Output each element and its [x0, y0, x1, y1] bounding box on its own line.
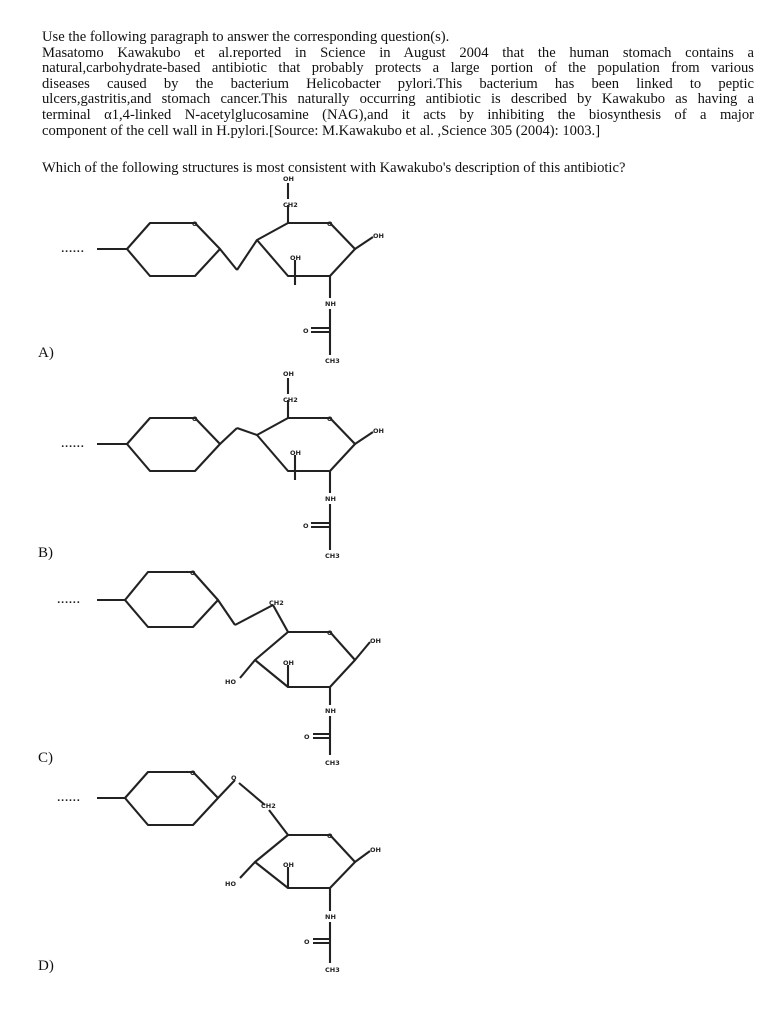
ring-o-label: O [192, 220, 198, 228]
o-label: O [303, 327, 309, 335]
oh-label: OH [283, 370, 294, 378]
ring-o-label: O [192, 415, 198, 423]
nh-label: NH [325, 300, 336, 308]
ho-label: HO [225, 678, 236, 686]
chain-dots: ...... [61, 440, 85, 450]
ring-o-label: O [327, 220, 333, 228]
oh-label: OH [373, 232, 384, 240]
oh-label: OH [283, 175, 294, 183]
structure-a [55, 175, 395, 365]
ch2-label: CH2 [283, 201, 298, 209]
ho-label: HO [225, 880, 236, 888]
option-c-label[interactable]: C) [38, 750, 53, 766]
ring-o-label: O [327, 415, 333, 423]
paragraph-line: natural,carbohydrate-based antibiotic that probably protects a large portion of the population from various [42, 60, 754, 77]
option-d-label[interactable]: D) [38, 958, 54, 974]
paragraph-line: component of the cell wall in H.pylori.[Source: M.Kawakubo et al. ,Science 305 (2004): 1003.] [42, 122, 601, 139]
oh-label: OH [290, 254, 301, 262]
paragraph-line: Masatomo Kawakubo et al.reported in Science in August 2004 that the human stomach contains a [42, 44, 754, 61]
nh-label: NH [325, 913, 336, 921]
o-label: O [304, 938, 310, 946]
paragraph-line: ulcers,gastritis,and stomach cancer.This naturally occurring antibiotic is described by Kawakubo as having a [42, 91, 754, 108]
chain-dots: ...... [61, 245, 85, 255]
option-b-label[interactable]: B) [38, 545, 53, 561]
ch2-label: CH2 [261, 802, 276, 810]
ch3-label: CH3 [325, 357, 340, 365]
nh-label: NH [325, 707, 336, 715]
oh-label: OH [370, 637, 381, 645]
oh-label: OH [283, 861, 294, 869]
nh-label: NH [325, 495, 336, 503]
oh-label: OH [283, 659, 294, 667]
o-label: O [304, 733, 310, 741]
ch3-label: CH3 [325, 966, 340, 974]
ch3-label: CH3 [325, 552, 340, 560]
ring-o-label: O [327, 629, 333, 637]
ring-o-label: O [327, 832, 333, 840]
ring-o-label: O [190, 569, 196, 577]
structure-d [55, 765, 395, 980]
o-label: O [231, 774, 237, 782]
chain-dots: ...... [57, 794, 81, 804]
intro-line: Use the following paragraph to answer the corresponding question(s). [42, 29, 450, 45]
ch3-label: CH3 [325, 759, 340, 767]
option-a-label[interactable]: A) [38, 345, 54, 361]
o-label: O [303, 522, 309, 530]
oh-label: OH [290, 449, 301, 457]
ch2-label: CH2 [283, 396, 298, 404]
oh-label: OH [373, 427, 384, 435]
ch2-label: CH2 [269, 599, 284, 607]
question-passage [42, 30, 754, 139]
paragraph-line: terminal α1,4-linked N-acetylglucosamine (NAG),and it acts by inhibiting the biosynthesis of a major [42, 106, 754, 123]
oh-label: OH [370, 846, 381, 854]
chain-dots: ...... [57, 596, 81, 606]
structure-c [55, 560, 395, 770]
paragraph-line: diseases caused by the bacterium Helicobacter pylori.This bacterium has been linked to peptic [42, 75, 754, 92]
ring-o-label: O [190, 769, 196, 777]
question-text: Which of the following structures is most consistent with Kawakubo's description of this antibiotic? [42, 160, 626, 176]
structure-b [55, 370, 395, 560]
